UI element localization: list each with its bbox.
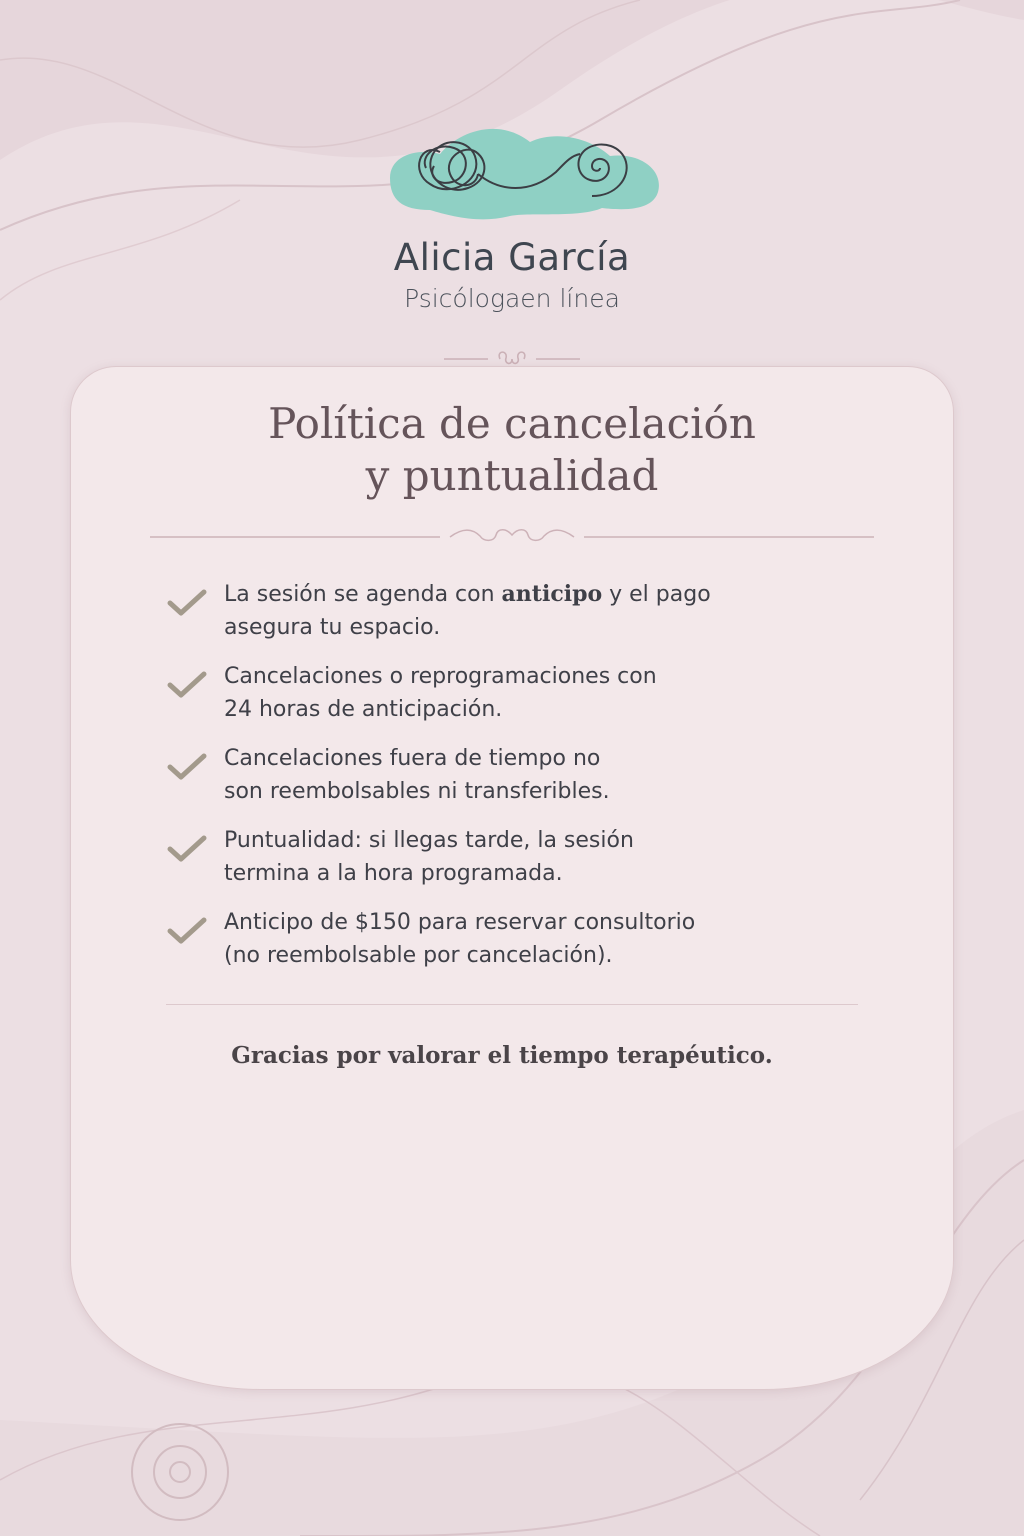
list-item: Cancelaciones fuera de tiempo no son reembolsables ni transferibles.	[166, 742, 806, 824]
policy-list	[166, 578, 806, 988]
title-line-2: y puntualidad	[365, 451, 659, 500]
closing-divider	[166, 1004, 858, 1005]
list-item: La sesión se agenda con anticipo y el pago asegura tu espacio.	[166, 578, 806, 660]
check-icon	[166, 670, 208, 700]
check-icon	[166, 588, 208, 618]
brand-subtitle: Psicólogaen línea	[404, 284, 620, 313]
emphasis-anticipo: anticipo	[501, 581, 603, 607]
list-item: Anticipo de $150 para reservar consultorio (no reembolsable por cancelación).	[166, 906, 806, 988]
list-item: Puntualidad: si llegas tarde, la sesión termina a la hora programada.	[166, 824, 806, 906]
title-line-1: Política de cancelación	[268, 399, 756, 448]
check-icon	[166, 916, 208, 946]
scribble-spiral-logo	[380, 112, 670, 232]
title-divider	[150, 522, 874, 552]
policy-title	[0, 398, 1024, 502]
brand-name: Alicia García	[393, 236, 631, 279]
check-icon	[166, 834, 208, 864]
check-icon	[166, 752, 208, 782]
list-item: Cancelaciones o reprogramaciones con 24 horas de anticipación.	[166, 660, 806, 742]
closing-message: Gracias por valorar el tiempo terapéutico.	[231, 1042, 773, 1069]
